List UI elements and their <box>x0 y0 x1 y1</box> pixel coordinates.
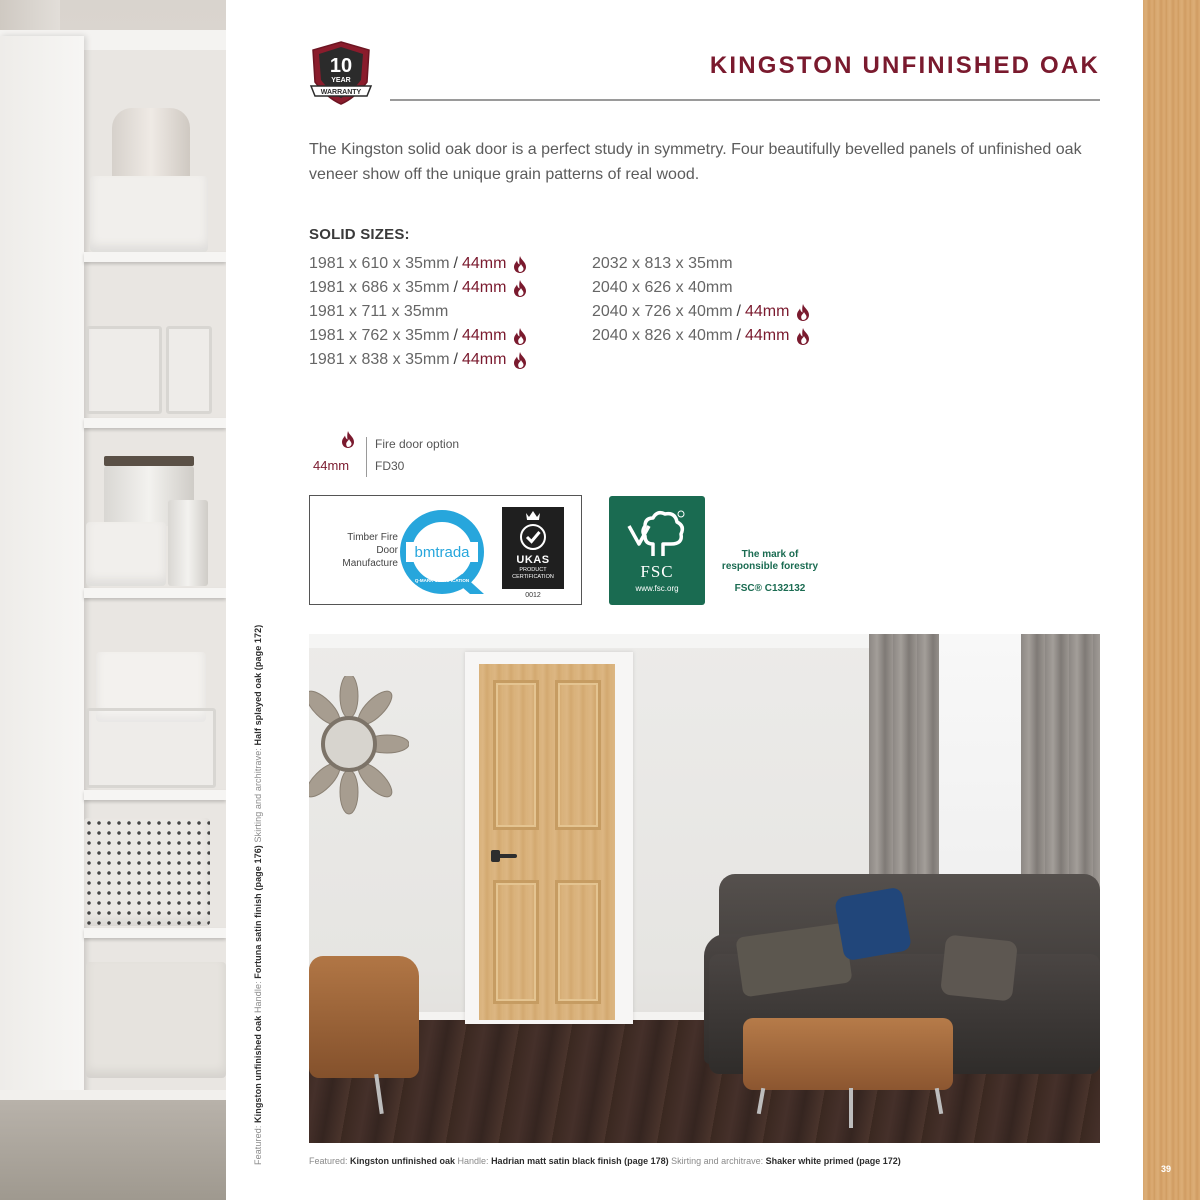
svg-text:10: 10 <box>329 55 353 77</box>
certification-text: Timber Fire Door Manufacture <box>342 532 398 569</box>
size-separator: / <box>453 255 458 272</box>
size-value: 1981 x 762 x 35mm <box>309 327 450 344</box>
fire-icon <box>513 352 527 369</box>
size-separator: / <box>453 327 458 344</box>
bm-trada-logo-icon <box>400 510 490 596</box>
sizes-column-2 <box>592 252 810 348</box>
fsc-name: FSC <box>640 562 674 581</box>
size-row <box>592 252 810 276</box>
sizes-column-1 <box>309 252 527 372</box>
size-row <box>592 324 810 348</box>
size-value: 2040 x 726 x 40mm <box>592 303 733 320</box>
fsc-url: www.fsc.org <box>635 584 679 593</box>
size-row <box>592 276 810 300</box>
wood-grain-strip <box>1143 0 1200 1200</box>
legend-rating: FD30 <box>375 459 405 473</box>
svg-text:YEAR: YEAR <box>331 77 351 84</box>
warranty-badge-icon <box>305 40 377 106</box>
size-row <box>309 324 527 348</box>
fire-size-value: 44mm <box>744 327 790 344</box>
size-value: 2040 x 626 x 40mm <box>592 279 733 296</box>
room-photo <box>309 634 1100 1143</box>
fire-icon <box>341 431 355 448</box>
size-value: 1981 x 711 x 35mm <box>309 303 449 320</box>
size-value: 2032 x 813 x 35mm <box>592 255 733 272</box>
size-row <box>309 276 527 300</box>
title-divider <box>390 99 1100 101</box>
size-row <box>309 300 527 324</box>
size-row <box>309 252 527 276</box>
legend-fire-size: 44mm <box>313 458 350 473</box>
fsc-tagline: The mark of responsible forestry <box>721 549 819 572</box>
fire-icon <box>513 256 527 273</box>
sunburst-mirror <box>309 676 409 826</box>
size-separator: / <box>453 351 458 368</box>
size-value: 2040 x 826 x 40mm <box>592 327 733 344</box>
fire-size-value: 44mm <box>461 351 507 368</box>
size-value: 1981 x 838 x 35mm <box>309 351 450 368</box>
page-title: KINGSTON UNFINISHED OAK <box>709 52 1100 79</box>
legend-divider <box>366 437 367 477</box>
fire-icon <box>796 304 810 321</box>
fire-size-value: 44mm <box>744 303 790 320</box>
fire-icon <box>796 328 810 345</box>
ukas-number: 0012 <box>525 592 541 599</box>
photo-caption: Featured: Kingston unfinished oak Handle: Hadrian matt satin black finish (page 178) Skirting and architrave: Shaker white primed (page 172) <box>309 1156 901 1166</box>
ukas-logo: UKAS PRODUCT CERTIFICATION <box>502 507 564 589</box>
vertical-photo-caption: Featured: Kingston unfinished oak Handle: Fortuna satin finish (page 176) Skirting and architrave: Half splayed oak (page 172) <box>253 624 263 1165</box>
fire-size-value: 44mm <box>461 279 507 296</box>
fsc-logo <box>609 496 705 605</box>
page-number: 39 <box>1160 1164 1171 1174</box>
fsc-code: FSC® C132132 <box>734 583 806 594</box>
svg-text:WARRANTY: WARRANTY <box>320 89 362 96</box>
fire-size-value: 44mm <box>461 255 507 272</box>
size-row <box>592 300 810 324</box>
sizes-heading: SOLID SIZES: <box>309 226 410 243</box>
size-value: 1981 x 686 x 35mm <box>309 279 450 296</box>
fsc-tree-icon <box>623 504 691 560</box>
svg-text:Q-MARK CERTIFICATION: Q-MARK CERTIFICATION <box>414 578 470 583</box>
bm-trada-certification <box>309 495 582 605</box>
size-separator: / <box>736 327 741 344</box>
fire-icon <box>513 280 527 297</box>
shelving-photo <box>0 0 226 1200</box>
crown-check-icon <box>502 507 564 553</box>
door-handle <box>495 854 517 858</box>
size-separator: / <box>453 279 458 296</box>
size-row <box>309 348 527 372</box>
intro-paragraph: The Kingston solid oak door is a perfect study in symmetry. Four beautifully bevelled panels of unfinished oak veneer show off the unique grain patterns of real wood. <box>309 141 1082 183</box>
fire-size-value: 44mm <box>461 327 507 344</box>
svg-text:bmtrada: bmtrada <box>414 544 470 561</box>
legend-label: Fire door option <box>375 437 460 451</box>
size-value: 1981 x 610 x 35mm <box>309 255 450 272</box>
fire-icon <box>513 328 527 345</box>
size-separator: / <box>736 303 741 320</box>
